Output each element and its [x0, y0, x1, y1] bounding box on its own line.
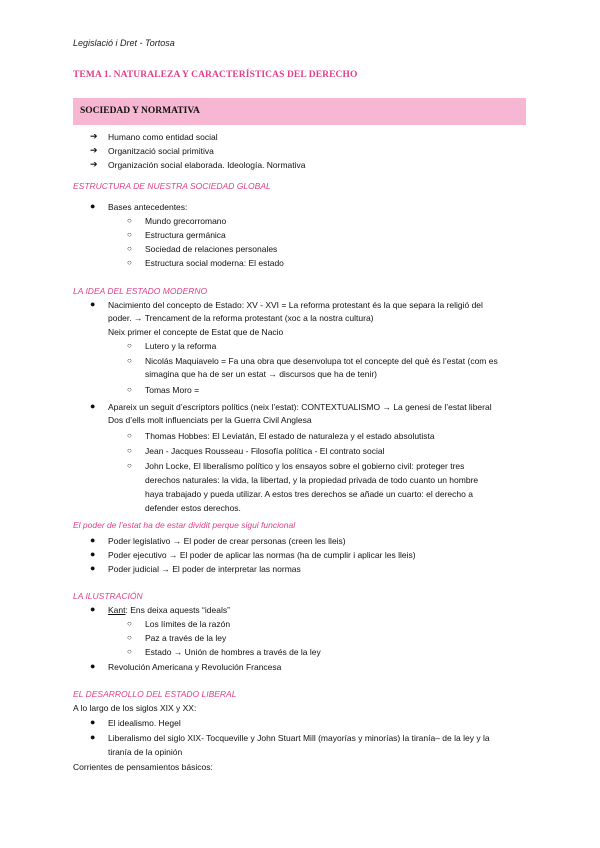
list-item: Poder legislativo → El poder de crear personas (creen les lleis) — [108, 536, 346, 546]
circle-bullet-icon: ○ — [127, 341, 132, 350]
circle-bullet-icon: ○ — [127, 244, 132, 253]
page-header: Legislació i Dret - Tortosa — [73, 38, 175, 48]
paragraph-line: Nicolás Maquiavelo = Fa una obra que desenvolupa tot el concepte del què és l’estat (com es — [145, 356, 498, 366]
section-heading: LA ILUSTRACIÓN — [73, 591, 143, 601]
circle-bullet-icon: ○ — [127, 619, 132, 628]
circle-bullet-icon: ○ — [127, 633, 132, 642]
paragraph-line: haya trabajado y pueda utilizar. A estos tres derechos se añade un cuarto: el derecho a — [145, 489, 473, 499]
kant-name: Kant — [108, 605, 126, 615]
circle-bullet-icon: ○ — [127, 431, 132, 440]
bullet-icon: ● — [90, 299, 96, 309]
paragraph-line: Nacimiento del concepto de Estado: XV - XVI = La reforma protestant és la que separa la religió del — [108, 300, 483, 310]
circle-bullet-icon: ○ — [127, 446, 132, 455]
list-item: Paz a través de la ley — [145, 633, 227, 643]
bullet-icon: ● — [90, 732, 96, 742]
section-band-title: SOCIEDAD Y NORMATIVA — [80, 106, 200, 116]
list-item: Sociedad de relaciones personales — [145, 244, 278, 254]
circle-bullet-icon: ○ — [127, 647, 132, 656]
circle-bullet-icon: ○ — [127, 258, 132, 267]
circle-bullet-icon: ○ — [127, 216, 132, 225]
paragraph-line: Dos d’ells molt influenciats per la Guerra Civil Anglesa — [108, 415, 312, 425]
bullet-icon: ● — [90, 661, 96, 671]
list-item: Poder ejecutivo → El poder de aplicar las normas (ha de cumplir i aplicar les lleis) — [108, 550, 416, 560]
circle-bullet-icon: ○ — [127, 461, 132, 470]
circle-bullet-icon: ○ — [127, 230, 132, 239]
list-item: Estructura social moderna: El estado — [145, 258, 284, 268]
paragraph-line: Neix primer el concepte de Estat que de Nacio — [108, 327, 284, 337]
paragraph-line: simagina que ha de ser un estat → discursos que ha de tenir) — [145, 369, 377, 379]
paragraph-line: tiranía de la opinión — [108, 747, 183, 757]
bullet-icon: ● — [90, 604, 96, 614]
list-item: Organización social elaborada. Ideología. Normativa — [108, 160, 306, 170]
paragraph-line: Corrientes de pensamientos básicos: — [73, 762, 213, 772]
bullet-icon: ● — [90, 563, 96, 573]
list-item: El idealismo. Hegel — [108, 718, 181, 728]
list-item: Organització social primitiva — [108, 146, 214, 156]
list-item: Bases antecedentes: — [108, 202, 188, 212]
paragraph-line: derechos naturales: la vida, la libertad, y la propiedad privada de todo cuanto un hombre — [145, 475, 479, 485]
arrow-icon: ➔ — [90, 159, 98, 169]
list-item: Jean - Jacques Rousseau - Filosofía política - El contrato social — [145, 446, 385, 456]
list-item: Humano como entidad social — [108, 132, 218, 142]
arrow-icon: ➔ — [90, 145, 98, 155]
paragraph-line: John Locke, El liberalismo político y los ensayos sobre el gobierno civil: proteger tres — [145, 461, 465, 471]
paragraph-line: Apareix un seguit d’escriptors polítics (neix l’estat): CONTEXTUALISMO → La genesi de l’estat liberal — [108, 402, 492, 412]
paragraph-line: poder. → Trencament de la reforma protestant (xoc a la nostra cultura) — [108, 313, 374, 323]
kant-text: : Ens deixa aquests “ideals” — [125, 605, 230, 615]
list-item: Poder judicial → El poder de interpretar las normas — [108, 564, 301, 574]
bullet-icon: ● — [90, 201, 96, 211]
list-item: Mundo grecorromano — [145, 216, 227, 226]
list-item: Los límites de la razón — [145, 619, 231, 629]
section-heading: EL DESARROLLO DEL ESTADO LIBERAL — [73, 689, 237, 699]
circle-bullet-icon: ○ — [127, 356, 132, 365]
arrow-icon: ➔ — [90, 131, 98, 141]
list-item — [108, 604, 230, 617]
bullet-icon: ● — [90, 549, 96, 559]
circle-bullet-icon: ○ — [127, 385, 132, 394]
section-heading: El poder de l’estat ha de estar dividit perque sigui funcional — [73, 520, 296, 530]
list-item: Thomas Hobbes: El Leviatán, El estado de naturaleza y el estado absolutista — [145, 431, 435, 441]
paragraph-line: A lo largo de los siglos XIX y XX: — [73, 703, 197, 713]
list-item: Revolución Americana y Revolución Francesa — [108, 662, 282, 672]
section-heading: ESTRUCTURA DE NUESTRA SOCIEDAD GLOBAL — [73, 181, 271, 191]
bullet-icon: ● — [90, 535, 96, 545]
bullet-icon: ● — [90, 717, 96, 727]
bullet-icon: ● — [90, 401, 96, 411]
list-item: Estructura germánica — [145, 230, 226, 240]
list-item: Estado → Unión de hombres a través de la ley — [145, 647, 321, 657]
paragraph-line: defender estos derechos. — [145, 503, 241, 513]
paragraph-line: Liberalismo del siglo XIX- Tocqueville y John Stuart Mill (mayorías y minorías) la tiranía– de la ley y la — [108, 733, 490, 743]
list-item: Tomas Moro = — [145, 385, 200, 395]
page-title: TEMA 1. NATURALEZA Y CARACTERÍSTICAS DEL DERECHO — [73, 70, 358, 80]
list-item: Lutero y la reforma — [145, 341, 217, 351]
section-heading: LA IDEA DEL ESTADO MODERNO — [73, 286, 208, 296]
